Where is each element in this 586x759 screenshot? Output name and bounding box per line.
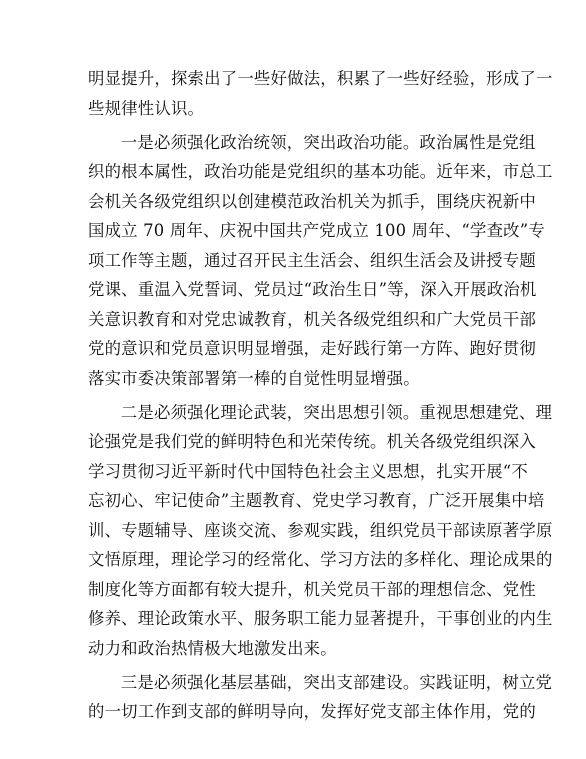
text-line: 二是必须强化理论武装，突出思想引领。重视思想建党、理: [120, 402, 553, 422]
text-line: 文悟原理，理论学习的经常化、学习方法的多样化、理论成果的: [88, 550, 553, 569]
text-line: 国成立 70 周年、庆祝中国共产党成立 100 周年、“学查改”专: [88, 221, 545, 240]
text-line: 些规律性认识。: [88, 98, 205, 118]
paragraph-theory-study: [88, 398, 553, 664]
text-line: 论强党是我们党的鲜明特色和光荣传统。机关各级党组织深入: [88, 432, 536, 451]
paragraph-political-function: [88, 128, 553, 394]
text-line: 忘初心、牢记使命”主题教育、党史学习教育，广泛开展集中培: [88, 491, 545, 510]
paragraph-grassroots: [88, 668, 553, 727]
text-line: 落实市委决策部署第一棒的自觉性明显增强。: [88, 368, 420, 388]
text-line: 党课、重温入党誓词、党员过“政治生日”等，深入开展政治机: [88, 280, 537, 299]
text-line: 的一切工作到支部的鲜明导向，发挥好党支部主体作用，党的: [88, 702, 536, 721]
text-line: 动力和政治热情极大地激发出来。: [88, 638, 337, 658]
text-line: 织的根本属性，政治功能是党组织的基本功能。近年来，市总工: [88, 162, 553, 181]
text-line: 修养、理论政策水平、服务职工能力显著提升，干事创业的内生: [88, 609, 553, 628]
text-line: 关意识教育和对党忠诚教育，机关各级党组织和广大党员干部: [88, 309, 536, 329]
document-body: [88, 64, 553, 731]
text-line: 党的意识和党员意识明显增强，走好践行第一方阵、跑好贯彻: [88, 339, 536, 358]
text-line: 明显提升，探索出了一些好做法，积累了一些好经验，形成了一: [88, 69, 553, 88]
text-line: 会机关各级党组织以创建模范政治机关为抓手，围绕庆祝新中: [88, 191, 536, 211]
text-line: 制度化等方面都有较大提升，机关党员干部的理想信念、党性: [88, 579, 536, 599]
text-line: 训、专题辅导、座谈交流、参观实践，组织党员干部读原著学原: [88, 520, 553, 540]
paragraph-continuation: [88, 64, 553, 123]
text-line: 项工作等主题，通过召开民主生活会、组织生活会及讲授专题: [88, 250, 536, 270]
text-line: 一是必须强化政治统领，突出政治功能。政治属性是党组: [120, 132, 536, 152]
text-line: 学习贯彻习近平新时代中国特色社会主义思想，扎实开展“不: [88, 461, 528, 481]
text-line: 三是必须强化基层基础，突出支部建设。实践证明，树立党: [120, 672, 553, 692]
